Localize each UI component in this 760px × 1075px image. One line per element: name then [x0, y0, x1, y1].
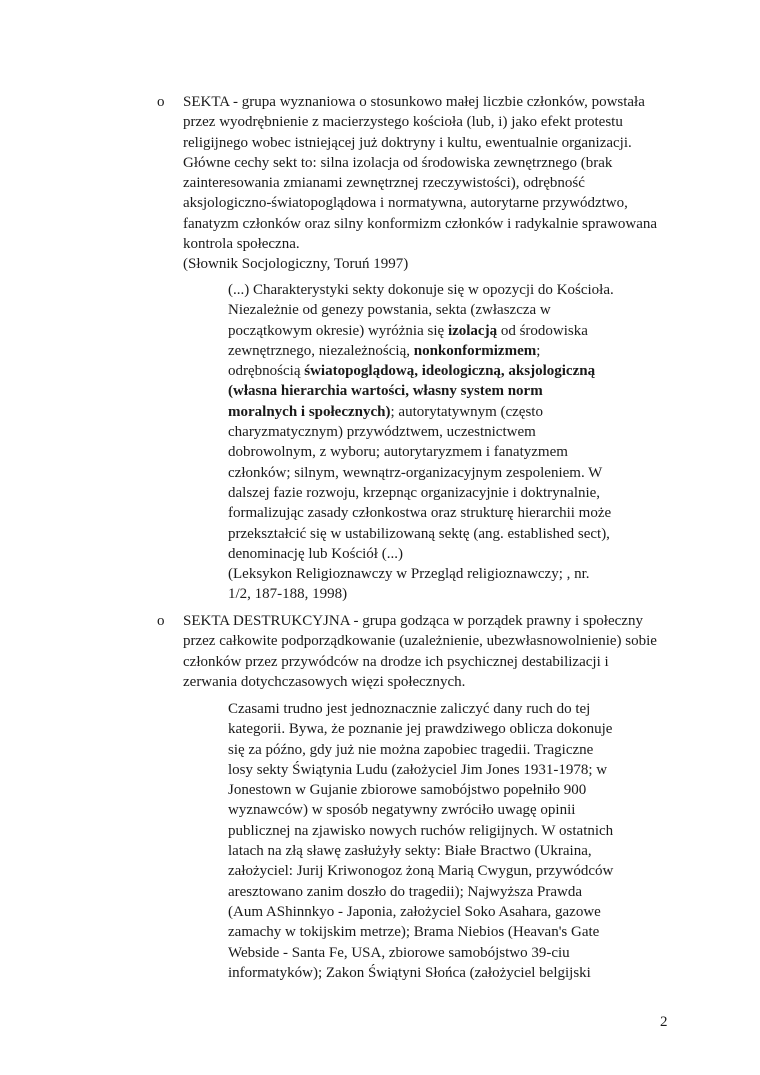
- text-line: Czasami trudno jest jednoznacznie zaliczyć dany ruch do tej: [228, 701, 591, 717]
- text-line: [228, 321, 668, 341]
- text-line: latach na złą sławę zasłużyły sekty: Białe Bractwo (Ukraina,: [228, 843, 592, 860]
- text-line: kontrola społeczna.: [183, 236, 300, 253]
- text-line: losy sekty Świątynia Ludu (założyciel Jim Jones 1931-1978; w: [228, 761, 608, 778]
- citation: (Leksykon Religioznawczy w Przegląd religioznawczy; , nr.: [228, 566, 590, 583]
- text-run: od środowiska: [497, 322, 588, 339]
- text-line: [228, 402, 668, 422]
- text-line: Webside - Santa Fe, USA, zbiorowe samobójstwo 39-ciu: [228, 944, 570, 961]
- text-line: wyznawców) w sposób negatywny zwróciło uwagę opinii: [228, 802, 576, 819]
- text-line: zamachy w tokijskim metrze); Brama Niebios (Heavan's Gate: [228, 924, 600, 941]
- citation: 1/2, 187-188, 1998): [228, 586, 348, 603]
- text-line: fanatyzm członków oraz silny konformizm członków i radykalnie sprawowana: [183, 215, 658, 232]
- text-line: [228, 361, 668, 381]
- text-run: początkowym okresie) wyróżnia się: [228, 322, 448, 339]
- definition-sekta-destrukcyjna: [157, 611, 672, 692]
- bullet-marker: o: [157, 94, 165, 110]
- text-line: dobrowolnym, z wyboru; autorytaryzmem i fanatyzmem: [228, 444, 568, 461]
- citation: (Słownik Socjologiczny, Toruń 1997): [183, 256, 409, 273]
- bold-text: nonkonformizmem: [413, 342, 537, 359]
- text-run: ; autorytatywnym (często: [390, 403, 543, 420]
- text-line: publicznej na zjawisko nowych ruchów religijnych. W ostatnich: [228, 822, 614, 839]
- text-run: ;: [536, 342, 541, 359]
- text-line: przez wyodrębnienie z macierzystego kościoła (lub, i) jako efekt protestu: [183, 114, 623, 131]
- text-line: przekształcić się w ustabilizowaną sektę (ang. established sect),: [228, 525, 610, 542]
- text-line: (...) Charakterystyki sekty dokonuje się w opozycji do Kościoła.: [228, 282, 614, 298]
- bullet-marker: o: [157, 613, 165, 629]
- text-line: członków przez przywódców na drodze ich psychicznej destabilizacji i: [183, 653, 609, 670]
- text-line: denominację lub Kościół (...): [228, 545, 403, 562]
- text-line: [228, 341, 668, 361]
- text-line: SEKTA DESTRUKCYJNA - grupa godząca w porządek prawny i społeczny: [183, 613, 643, 629]
- text-line: Niezależnie od genezy powstania, sekta (zwłaszcza w: [228, 302, 551, 319]
- text-run: odrębnością: [228, 363, 305, 380]
- quote-leksykon: [228, 280, 668, 605]
- bold-text: (własna hierarchia wartości, własny system norm: [228, 383, 543, 400]
- text-line: kategorii. Bywa, że poznanie jej prawdziwego oblicza dokonuje: [228, 721, 613, 738]
- text-line: przez całkowite podporządkowanie (uzależnienie, ubezwłasnowolnienie) sobie: [183, 633, 657, 650]
- text-run: zewnętrznego, niezależnością,: [228, 342, 414, 359]
- text-line: (Aum AShinnkyo - Japonia, założyciel Soko Asahara, gazowe: [228, 903, 601, 920]
- text-line: się za późno, gdy już nie można zapobiec tragedii. Tragiczne: [228, 741, 594, 758]
- text-line: zainteresowania zmianami zewnętrznej rzeczywistości), odrębność: [183, 175, 585, 192]
- page-number: 2: [660, 1014, 668, 1030]
- bold-text: moralnych i społecznych): [228, 403, 391, 420]
- text-line: Jonestown w Gujanie zbiorowe samobójstwo popełniło 900: [228, 782, 587, 799]
- text-line: charyzmatycznym) przywództwem, uczestnictwem: [228, 424, 536, 441]
- text-line: informatyków); Zakon Świątyni Słońca (założyciel belgijski: [228, 964, 591, 981]
- bold-text: światopoglądową, ideologiczną, aksjologiczną: [304, 363, 596, 380]
- text-line: aksjologiczno-światopoglądowa i normatywna, autorytarne przywództwo,: [183, 195, 628, 212]
- text-line: Główne cechy sekt to: silna izolacja od środowiska zewnętrznego (brak: [183, 154, 613, 171]
- text-line: dalszej fazie rozwoju, krzepnąc organizacyjnie i doktrynalnie,: [228, 484, 601, 501]
- bold-text: izolacją: [447, 322, 498, 339]
- text-line: SEKTA - grupa wyznaniowa o stosunkowo małej liczbie członków, powstała: [183, 94, 645, 110]
- quote-destructive-sects: [228, 699, 668, 983]
- text-line: aresztowano zanim doszło do tragedii); Najwyższa Prawda: [228, 883, 583, 900]
- text-line: członków; silnym, wewnątrz-organizacyjnym zespoleniem. W: [228, 464, 603, 481]
- text-line: założyciel: Jurij Kriwonogoz żoną Marią Cwygun, przywódców: [228, 863, 614, 880]
- text-line: zerwania dotychczasowych więzi społecznych.: [183, 673, 466, 690]
- text-line: formalizując zasady członkostwa oraz strukturę hierarchii może: [228, 505, 612, 522]
- text-line: religijnego wobec istniejącej już doktryny i kultu, ewentualnie organizacji.: [183, 134, 632, 151]
- definition-sekta: [157, 92, 672, 275]
